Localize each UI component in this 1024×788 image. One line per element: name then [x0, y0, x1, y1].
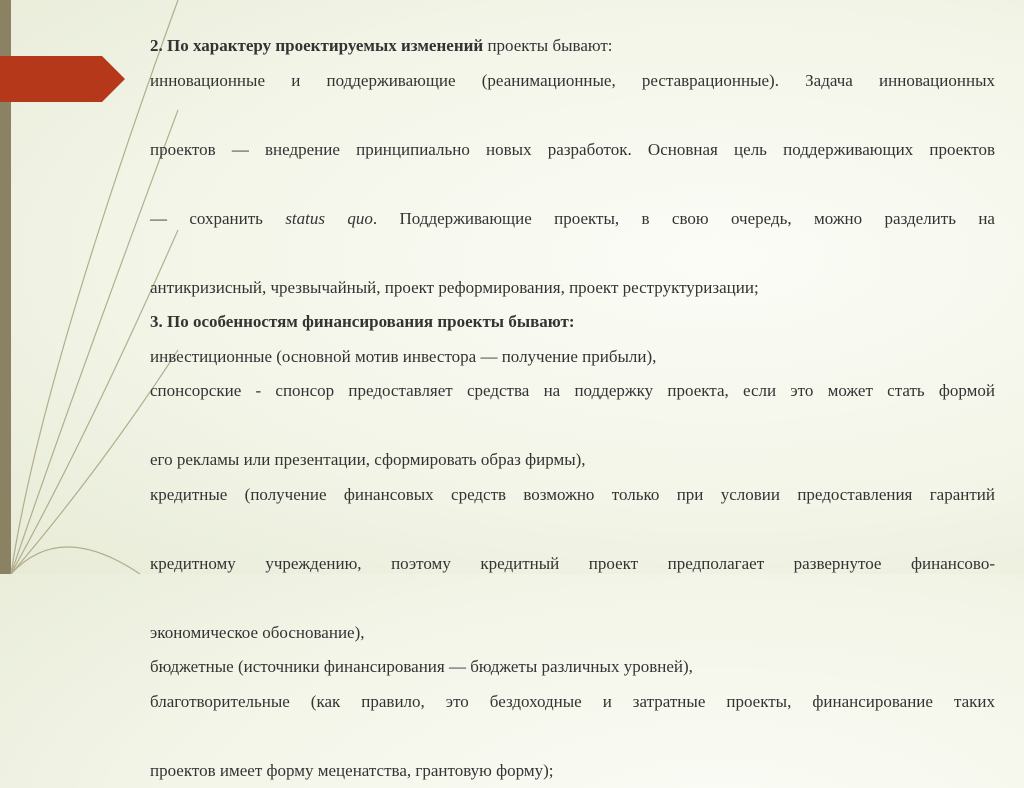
- sponsor-line2: его рекламы или презентации, сформировать образ фирмы),: [150, 443, 995, 478]
- para1-line1: инновационные и поддерживающие (реанимационные, реставрационные). Задача инновационных: [150, 64, 995, 133]
- status-quo-text: status quo: [285, 209, 373, 228]
- charity-line2: проектов имеет форму меценатства, грантовую форму);: [150, 754, 995, 788]
- para1-line3: [150, 202, 995, 271]
- slide-content: [150, 29, 995, 788]
- heading-2-bold: 2. По характеру проектируемых изменений: [150, 36, 483, 55]
- heading-3: 3. По особенностям финансирования проекты бывают:: [150, 305, 995, 340]
- para1-line4: антикризисный, чрезвычайный, проект реформирования, проект реструктуризации;: [150, 271, 995, 306]
- budget-line: бюджетные (источники финансирования — бюджеты различных уровней),: [150, 650, 995, 685]
- credit-line3: экономическое обоснование),: [150, 616, 995, 651]
- para1-line3-b: . Поддерживающие проекты, в свою очередь, можно разделить на: [373, 209, 995, 228]
- accent-arrow-shape: [0, 56, 125, 102]
- investment-line: инвестиционные (основной мотив инвестора — получение прибыли),: [150, 340, 995, 375]
- credit-line2: кредитному учреждению, поэтому кредитный проект предполагает развернутое финансово-: [150, 547, 995, 616]
- heading-2: [150, 29, 995, 64]
- para1-line2: проектов — внедрение принципиально новых разработок. Основная цель поддерживающих проектов: [150, 133, 995, 202]
- heading-2-rest: проекты бывают:: [483, 36, 612, 55]
- charity-line1: благотворительные (как правило, это бездоходные и затратные проекты, финансирование таких: [150, 685, 995, 754]
- credit-line1: кредитные (получение финансовых средств возможно только при условии предоставления гарантий: [150, 478, 995, 547]
- sponsor-line1: спонсорские - спонсор предоставляет средства на поддержку проекта, если это может стать формой: [150, 374, 995, 443]
- para1-line3-a: — сохранить: [150, 209, 285, 228]
